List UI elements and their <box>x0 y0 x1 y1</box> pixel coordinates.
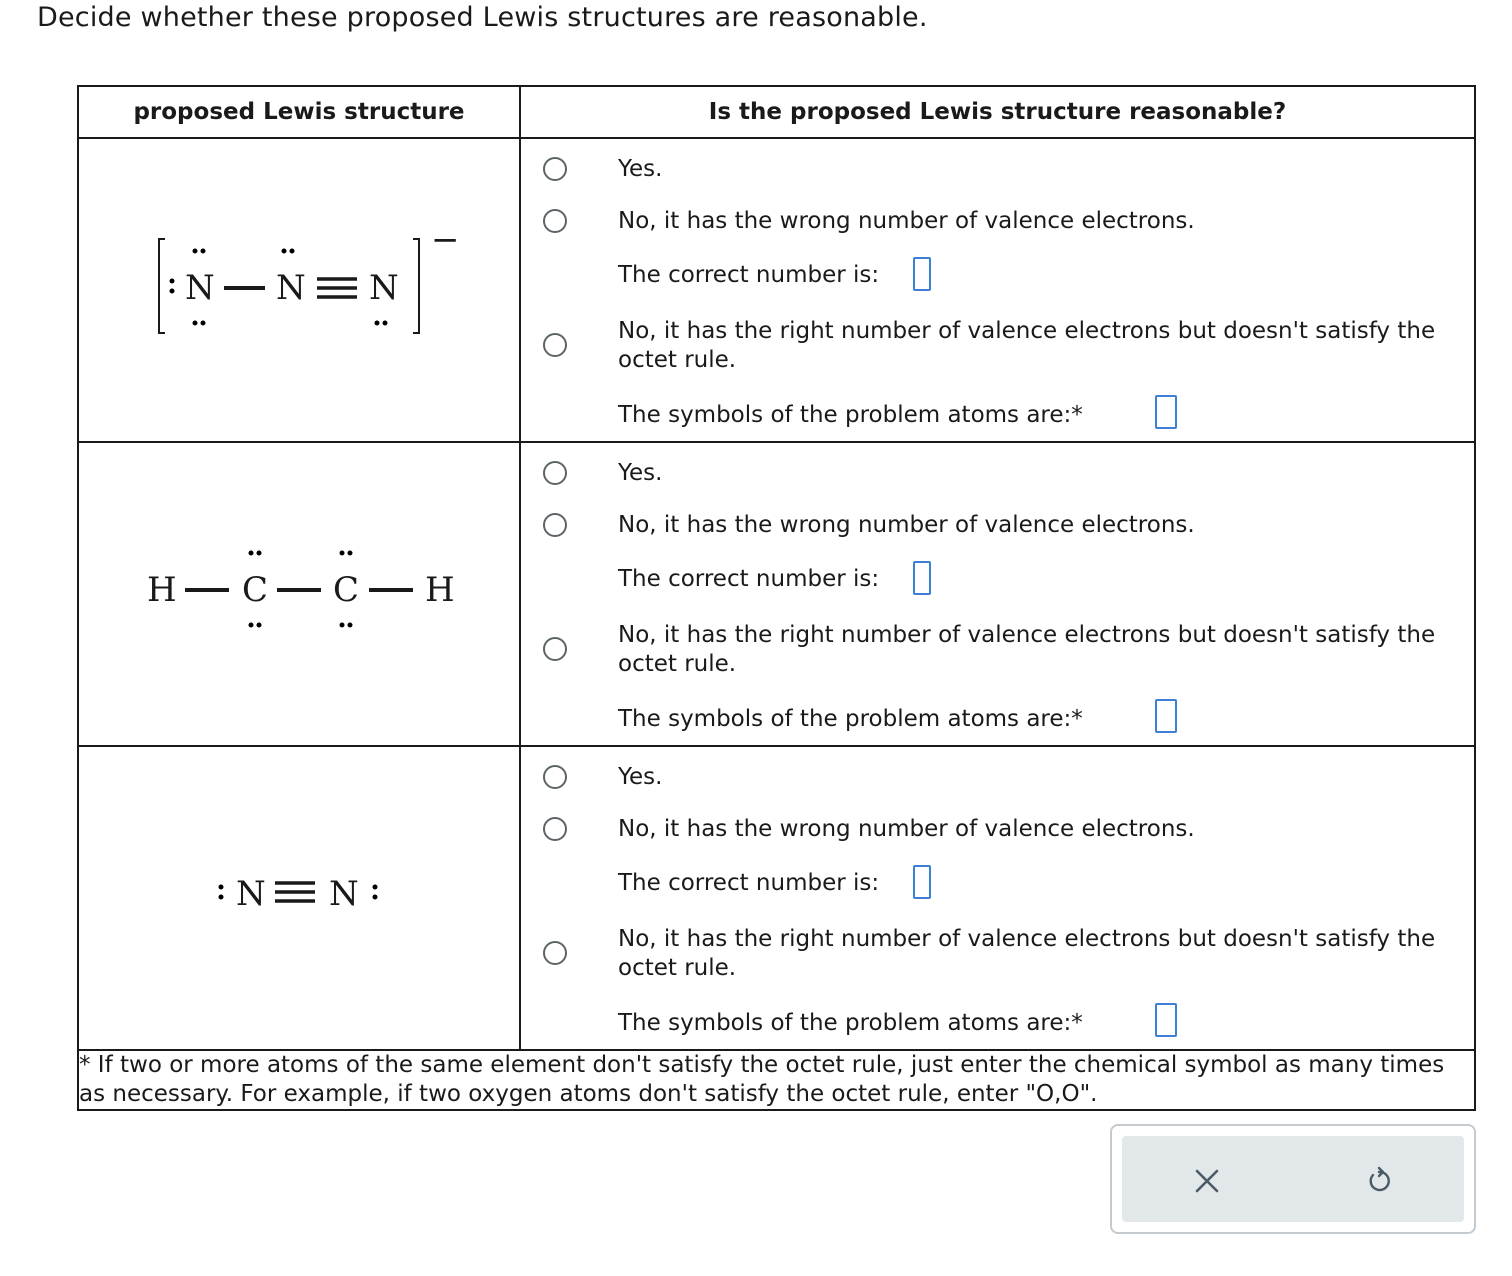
problem-atoms-input[interactable] <box>1155 699 1177 733</box>
options-cell <box>520 746 1475 1050</box>
undo-icon <box>1364 1166 1394 1196</box>
table-row <box>78 746 1475 1050</box>
problem-atoms-label: The symbols of the problem atoms are:* <box>618 1010 1083 1036</box>
structure-cell <box>78 746 520 1050</box>
options-cell <box>520 442 1475 746</box>
lewis-structure-3 <box>79 747 519 1045</box>
table-header-row <box>78 86 1475 138</box>
correct-number-label: The correct number is: <box>618 566 880 592</box>
charge-label: − <box>431 220 460 260</box>
atom-label: C <box>242 570 269 610</box>
radio-button[interactable] <box>543 765 567 789</box>
answer-toolbar <box>1110 1124 1476 1234</box>
problem-atoms-input[interactable] <box>1155 1003 1177 1037</box>
footnote: * If two or more atoms of the same element don't satisfy the octet rule, just enter the chemical symbol as many times as necessary. For example, if two oxygen atoms don't satisfy the octet rule, enter "O,O". <box>78 1050 1475 1110</box>
atom-label: N <box>276 268 306 308</box>
correct-number-label: The correct number is: <box>618 262 880 288</box>
table-row <box>78 138 1475 442</box>
lewis-structure-2 <box>79 443 519 741</box>
table-row <box>78 442 1475 746</box>
radio-button[interactable] <box>543 941 567 965</box>
atom-label: H <box>147 570 177 610</box>
atom-label: H <box>425 570 455 610</box>
option-label: No, it has the right number of valence electrons but doesn't satisfy the octet rule. <box>618 622 1436 677</box>
clear-button[interactable] <box>1184 1158 1230 1204</box>
atom-label: C <box>333 570 360 610</box>
correct-number-label: The correct number is: <box>618 870 880 896</box>
option-label: Yes. <box>618 156 663 182</box>
option-label: Yes. <box>618 764 663 790</box>
correct-number-input[interactable] <box>913 561 931 595</box>
footnote-row <box>78 1050 1475 1110</box>
option-label: No, it has the wrong number of valence electrons. <box>618 512 1195 538</box>
radio-button[interactable] <box>543 333 567 357</box>
radio-button[interactable] <box>543 157 567 181</box>
radio-button[interactable] <box>543 461 567 485</box>
problem-atoms-label: The symbols of the problem atoms are:* <box>618 402 1083 428</box>
structure-cell <box>78 138 520 442</box>
option-label: No, it has the wrong number of valence electrons. <box>618 816 1195 842</box>
problem-atoms-input[interactable] <box>1155 395 1177 429</box>
atom-label: N <box>185 268 215 308</box>
radio-button[interactable] <box>543 513 567 537</box>
atom-label: N <box>329 874 359 914</box>
toolbar-panel <box>1122 1136 1464 1222</box>
correct-number-input[interactable] <box>913 865 931 899</box>
question-prompt: Decide whether these proposed Lewis structures are reasonable. <box>37 2 928 33</box>
option-label: Yes. <box>618 460 663 486</box>
option-label: No, it has the right number of valence electrons but doesn't satisfy the octet rule. <box>618 926 1436 981</box>
close-icon <box>1192 1166 1222 1196</box>
atom-label: N <box>236 874 266 914</box>
lewis-structure-1 <box>79 139 519 437</box>
option-label: No, it has the right number of valence electrons but doesn't satisfy the octet rule. <box>618 318 1436 373</box>
options-cell <box>520 138 1475 442</box>
lewis-table <box>77 85 1476 1111</box>
radio-button[interactable] <box>543 817 567 841</box>
radio-button[interactable] <box>543 209 567 233</box>
col-header-structure: proposed Lewis structure <box>78 86 520 138</box>
radio-button[interactable] <box>543 637 567 661</box>
correct-number-input[interactable] <box>913 257 931 291</box>
col-header-reasonable: Is the proposed Lewis structure reasonable? <box>520 86 1475 138</box>
option-label: No, it has the wrong number of valence electrons. <box>618 208 1195 234</box>
undo-button[interactable] <box>1356 1158 1402 1204</box>
structure-cell <box>78 442 520 746</box>
atom-label: N <box>369 268 399 308</box>
problem-atoms-label: The symbols of the problem atoms are:* <box>618 706 1083 732</box>
